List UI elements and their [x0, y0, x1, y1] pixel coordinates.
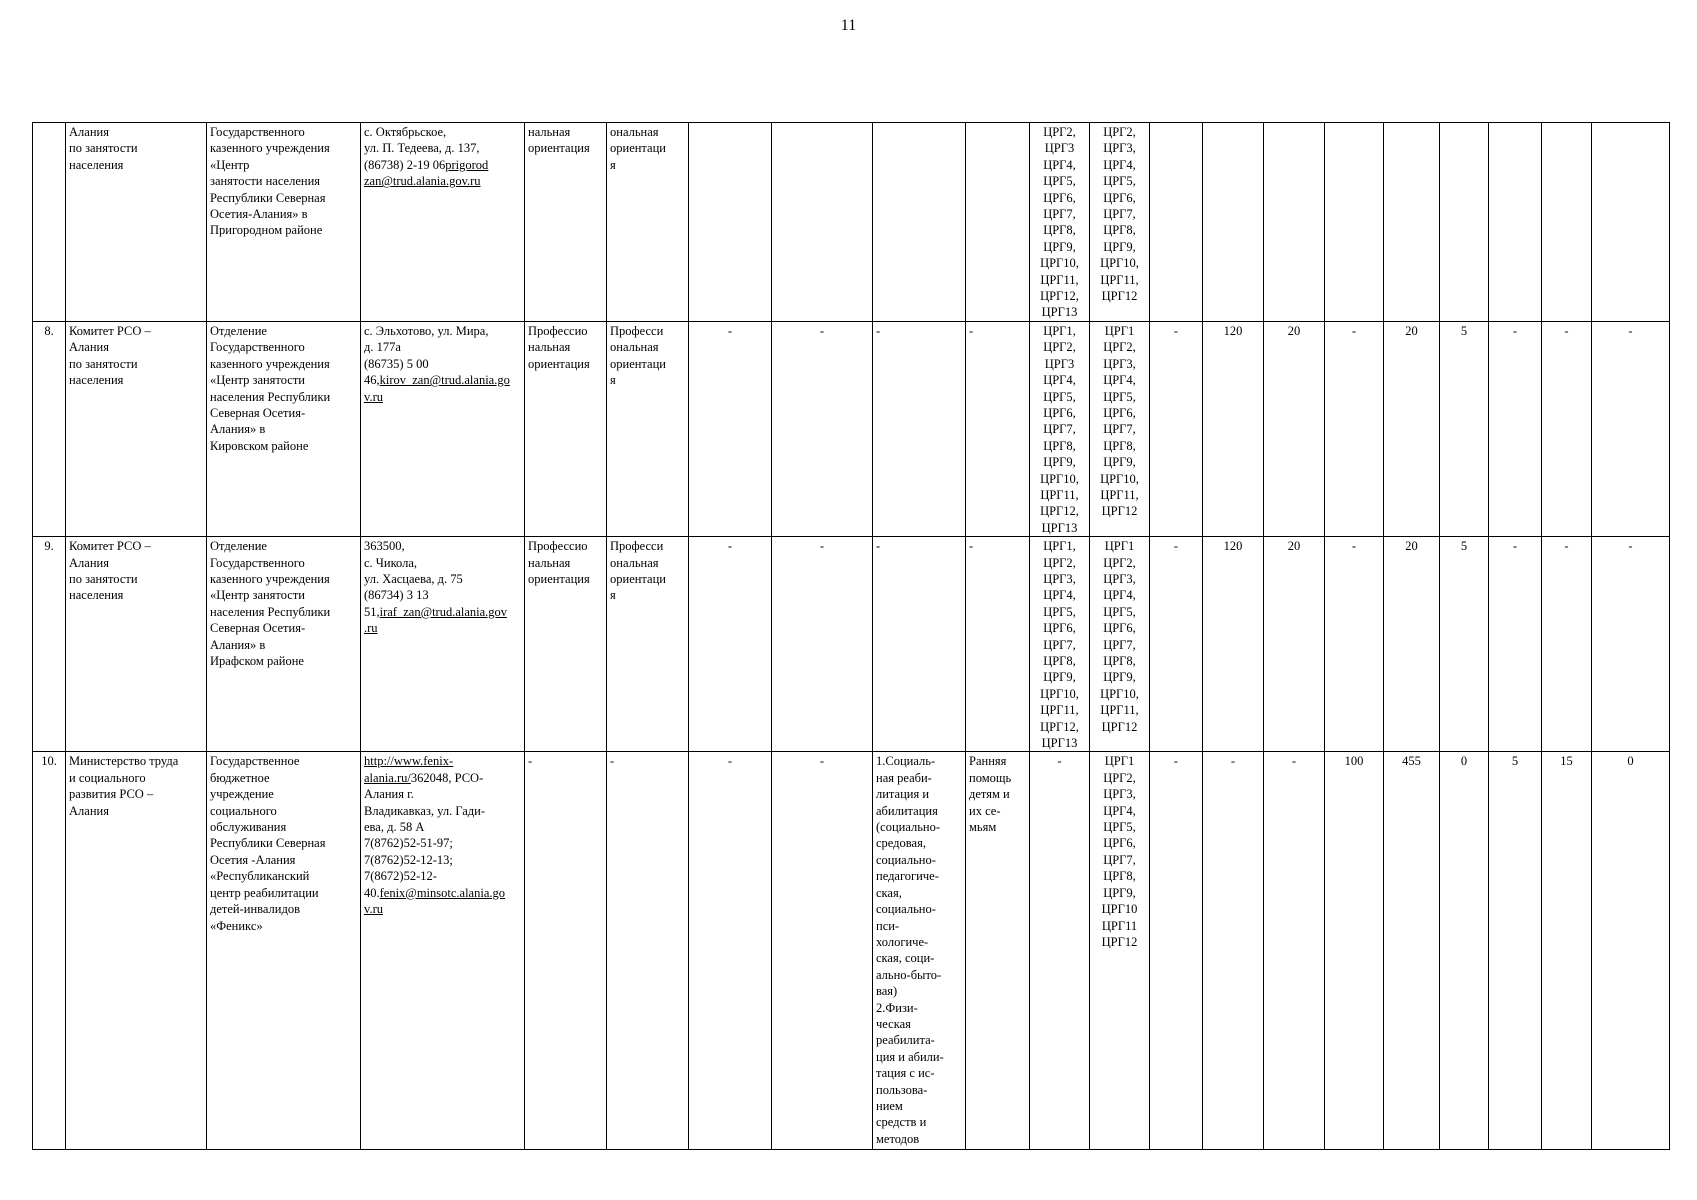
cell-col-18: -	[1489, 321, 1542, 536]
cell-early-help: -	[966, 321, 1030, 536]
cell-col-14: 20	[1264, 537, 1325, 752]
cell-col-6: -	[689, 321, 772, 536]
cell-address	[361, 537, 525, 752]
cell-col-14: 20	[1264, 321, 1325, 536]
cell-service-kind: Професси ональная ориентаци я	[607, 321, 689, 536]
cell-col-15: -	[1325, 321, 1384, 536]
cell-col-16: 20	[1384, 321, 1440, 536]
cell-col-7	[772, 123, 873, 322]
cell-col-19: -	[1542, 537, 1592, 752]
cell-col-18: -	[1489, 537, 1542, 752]
cell-rehabilitation: -	[873, 321, 966, 536]
cell-rehabilitation: -	[873, 537, 966, 752]
cell-col-13	[1203, 123, 1264, 322]
cell-early-help: -	[966, 537, 1030, 752]
cell-early-help: Ранняя помощь детям и их се- мьям	[966, 752, 1030, 1150]
cell-target-groups-b: ЦРГ1 ЦРГ2, ЦРГ3, ЦРГ4, ЦРГ5, ЦРГ6, ЦРГ7, ЦРГ8, ЦРГ9, ЦРГ10, ЦРГ11, ЦРГ12	[1090, 537, 1150, 752]
cell-target-groups-b: ЦРГ2, ЦРГ3, ЦРГ4, ЦРГ5, ЦРГ6, ЦРГ7, ЦРГ8, ЦРГ9, ЦРГ10, ЦРГ11, ЦРГ12	[1090, 123, 1150, 322]
cell-col-20: -	[1592, 321, 1670, 536]
cell-col-19	[1542, 123, 1592, 322]
cell-col-14: -	[1264, 752, 1325, 1150]
cell-col-17: 5	[1440, 321, 1489, 536]
table-row	[33, 123, 1670, 322]
cell-target-groups-b: ЦРГ1 ЦРГ2, ЦРГ3, ЦРГ4, ЦРГ5, ЦРГ6, ЦРГ7, ЦРГ8, ЦРГ9, ЦРГ10, ЦРГ11, ЦРГ12	[1090, 321, 1150, 536]
cell-target-groups-b: ЦРГ1 ЦРГ2, ЦРГ3, ЦРГ4, ЦРГ5, ЦРГ6, ЦРГ7, ЦРГ8, ЦРГ9, ЦРГ10 ЦРГ11 ЦРГ12	[1090, 752, 1150, 1150]
cell-institution: Государственного казенного учреждения «Центр занятости населения Республики Северная Осетия-Алания» в Пригородном районе	[207, 123, 361, 322]
cell-organization: Министерство труда и социального развития РСО – Алания	[66, 752, 207, 1150]
cell-service-type: Профессио нальная ориентация	[525, 537, 607, 752]
cell-col-15: -	[1325, 537, 1384, 752]
cell-col-12: -	[1150, 752, 1203, 1150]
cell-number: 9.	[33, 537, 66, 752]
address-link[interactable]: iraf_zan@trud.alania.gov .ru	[364, 604, 508, 636]
main-table	[32, 122, 1670, 1150]
cell-organization: Комитет РСО – Алания по занятости населения	[66, 321, 207, 536]
cell-organization: Алания по занятости населения	[66, 123, 207, 322]
cell-service-kind: Професси ональная ориентаци я	[607, 537, 689, 752]
cell-target-groups-a: ЦРГ1, ЦРГ2, ЦРГ3 ЦРГ4, ЦРГ5, ЦРГ6, ЦРГ7, ЦРГ8, ЦРГ9, ЦРГ10, ЦРГ11, ЦРГ12, ЦРГ13	[1030, 321, 1090, 536]
cell-number	[33, 123, 66, 322]
cell-target-groups-a: -	[1030, 752, 1090, 1150]
table-row	[33, 752, 1670, 1150]
cell-institution: Государственное бюджетное учреждение социального обслуживания Республики Северная Осетия -Алания «Республиканский центр реабилитации детей-инвалидов «Феникс»	[207, 752, 361, 1150]
cell-col-6	[689, 123, 772, 322]
cell-rehabilitation	[873, 123, 966, 322]
address-text-after: 362048, РСО-Алания г. Владикавказ, ул. Гади- ева, д. 58 А 7(8762)52-51-97; 7(8762)52-12-13; 7(8672)52-12-40.	[364, 770, 485, 900]
cell-col-12: -	[1150, 537, 1203, 752]
cell-organization: Комитет РСО – Алания по занятости населения	[66, 537, 207, 752]
address-link[interactable]: http://www.fenix- alania.ru/	[364, 754, 454, 785]
cell-number: 10.	[33, 752, 66, 1150]
cell-col-7: -	[772, 752, 873, 1150]
address-email-link[interactable]: fenix@minsotc.alania.go v.ru	[364, 885, 505, 917]
cell-col-6: -	[689, 537, 772, 752]
cell-col-13: 120	[1203, 537, 1264, 752]
cell-col-17: 5	[1440, 537, 1489, 752]
cell-col-7: -	[772, 321, 873, 536]
cell-rehabilitation: 1.Социаль- ная реаби- литация и абилитация (социально- средовая, социально- педагогиче- ская, социально- пси- хологиче- ская, соци- ально-быто- вая) 2.Физи- ческая реабилита- ция и абили- тация с ис- пользова- нием средств и методов	[873, 752, 966, 1150]
cell-col-20: 0	[1592, 752, 1670, 1150]
table-row	[33, 537, 1670, 752]
cell-service-type: нальная ориентация	[525, 123, 607, 322]
table-row	[33, 321, 1670, 536]
cell-col-12: -	[1150, 321, 1203, 536]
address-text: 363500, с. Чикола, ул. Хасцаева, д. 75 (86734) 3 13 51,	[364, 539, 463, 619]
cell-col-6: -	[689, 752, 772, 1150]
cell-col-15: 100	[1325, 752, 1384, 1150]
cell-col-17: 0	[1440, 752, 1489, 1150]
cell-service-type: Профессио нальная ориентация	[525, 321, 607, 536]
cell-col-18	[1489, 123, 1542, 322]
cell-address	[361, 752, 525, 1150]
cell-col-19: 15	[1542, 752, 1592, 1150]
address-link[interactable]: prigorod zan@trud.alania.gov.ru	[364, 157, 489, 189]
cell-col-14	[1264, 123, 1325, 322]
cell-col-20: -	[1592, 537, 1670, 752]
cell-col-20	[1592, 123, 1670, 322]
cell-number: 8.	[33, 321, 66, 536]
cell-col-16: 455	[1384, 752, 1440, 1150]
address-text: с. Октябрьское, ул. П. Тедеева, д. 137, (86738) 2-19 06	[364, 125, 480, 172]
cell-address	[361, 123, 525, 322]
cell-col-16: 20	[1384, 537, 1440, 752]
cell-col-15	[1325, 123, 1384, 322]
cell-target-groups-a: ЦРГ1, ЦРГ2, ЦРГ3, ЦРГ4, ЦРГ5, ЦРГ6, ЦРГ7, ЦРГ8, ЦРГ9, ЦРГ10, ЦРГ11, ЦРГ12, ЦРГ13	[1030, 537, 1090, 752]
cell-col-7: -	[772, 537, 873, 752]
cell-institution: Отделение Государственного казенного учреждения «Центр занятости населения Республики Северная Осетия- Алания» в Кировском районе	[207, 321, 361, 536]
cell-target-groups-a: ЦРГ2, ЦРГ3 ЦРГ4, ЦРГ5, ЦРГ6, ЦРГ7, ЦРГ8, ЦРГ9, ЦРГ10, ЦРГ11, ЦРГ12, ЦРГ13	[1030, 123, 1090, 322]
cell-col-12	[1150, 123, 1203, 322]
cell-col-18: 5	[1489, 752, 1542, 1150]
cell-service-kind: ональная ориентаци я	[607, 123, 689, 322]
cell-address	[361, 321, 525, 536]
cell-institution: Отделение Государственного казенного учреждения «Центр занятости населения Республики Северная Осетия- Алания» в Ирафском районе	[207, 537, 361, 752]
cell-col-13: 120	[1203, 321, 1264, 536]
cell-col-13: -	[1203, 752, 1264, 1150]
cell-col-19: -	[1542, 321, 1592, 536]
cell-service-kind: -	[607, 752, 689, 1150]
page-number: 11	[840, 17, 857, 34]
cell-col-16	[1384, 123, 1440, 322]
address-link[interactable]: kirov_zan@trud.alania.go v.ru	[364, 373, 510, 404]
cell-col-17	[1440, 123, 1489, 322]
cell-service-type: -	[525, 752, 607, 1150]
cell-early-help	[966, 123, 1030, 322]
address-text: с. Эльхотово, ул. Мира, д. 177а (86735) 5 00 46,	[364, 323, 489, 388]
